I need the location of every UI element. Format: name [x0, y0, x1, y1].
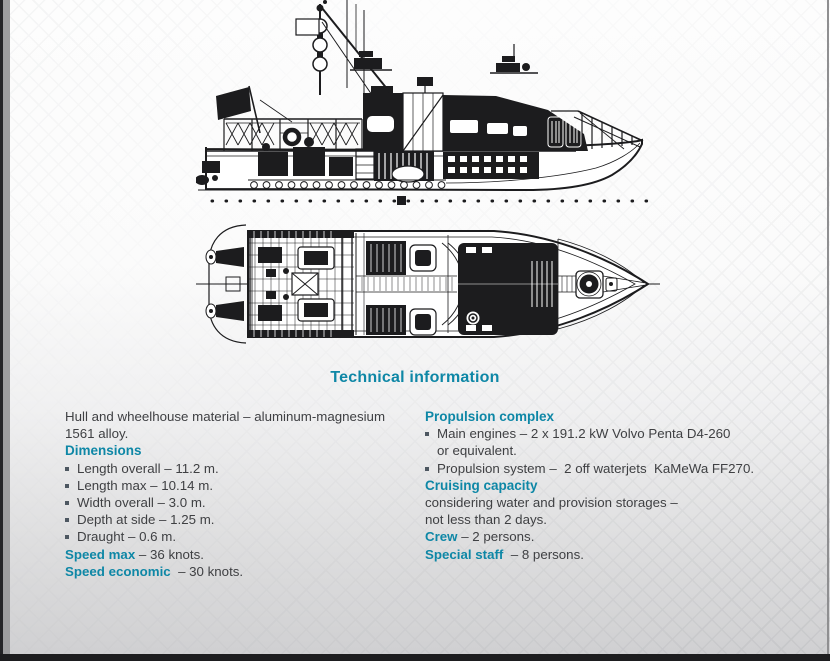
main-engines-line1: Main engines – 2 x 191.2 kW Volvo Penta D4-260 [437, 426, 731, 442]
hull-material-line1: Hull and wheelhouse material – aluminum-magnesium [65, 409, 386, 424]
special-staff-row [425, 546, 800, 563]
crew-value: – 2 persons. [461, 529, 535, 545]
speed-economic-label: Speed economic [65, 563, 171, 579]
dimension-value: Length max – 10.14 m. [77, 477, 214, 493]
list-item [65, 460, 415, 477]
special-staff-label: Special staff [425, 546, 504, 562]
bullet-icon [425, 467, 429, 471]
propulsion-title: Propulsion complex [425, 409, 555, 424]
crew-row [425, 528, 800, 545]
list-item [425, 425, 800, 459]
bullet-icon [65, 535, 69, 539]
boat-plan-view-drawing [196, 221, 660, 359]
dimensions-list [65, 460, 415, 546]
bullet-icon [65, 467, 69, 471]
bullet-icon [425, 432, 429, 436]
dimension-value: Draught – 0.6 m. [77, 529, 177, 545]
bullet-icon [65, 501, 69, 505]
bullet-icon [65, 484, 69, 488]
list-item [65, 477, 415, 494]
page-title: Technical information [330, 369, 500, 386]
hull-material-line2: 1561 alloy. [65, 426, 129, 442]
list-item [65, 528, 415, 545]
hull-material-text [65, 408, 415, 442]
speed-max-value: – 36 knots. [138, 546, 204, 562]
speed-max-label: Speed max [65, 546, 136, 562]
special-staff-value: – 8 persons. [507, 546, 584, 562]
main-engines-line2: or equivalent. [437, 443, 517, 459]
speed-max-row [65, 546, 415, 563]
cruising-line2: not less than 2 days. [425, 512, 547, 528]
bottom-edge-black-bar [0, 654, 830, 661]
list-item [425, 460, 800, 477]
dimension-value: Width overall – 3.0 m. [77, 495, 206, 511]
right-edge-line [827, 0, 829, 661]
list-item [65, 494, 415, 511]
speed-economic-row [65, 563, 415, 580]
main-engines-text [437, 425, 730, 459]
list-item [65, 511, 415, 528]
specs-right-column [425, 408, 800, 563]
cruising-text [425, 494, 800, 528]
propulsion-list [425, 425, 800, 477]
specs-left-column [65, 408, 415, 580]
cruising-line1: considering water and provision storages – [425, 495, 678, 511]
crew-label: Crew [425, 529, 458, 545]
dimension-value: Depth at side – 1.25 m. [77, 512, 215, 528]
boat-side-view-drawing [196, 0, 652, 212]
cruising-title: Cruising capacity [425, 477, 538, 493]
propulsion-system-text: Propulsion system – 2 off waterjets KaMeWa FF270. [437, 460, 755, 476]
dimensions-title: Dimensions [65, 443, 142, 459]
left-edge-gray-bar [3, 0, 10, 661]
dimension-value: Length overall – 11.2 m. [77, 460, 219, 476]
bullet-icon [65, 518, 69, 522]
speed-economic-value: – 30 knots. [174, 563, 244, 579]
